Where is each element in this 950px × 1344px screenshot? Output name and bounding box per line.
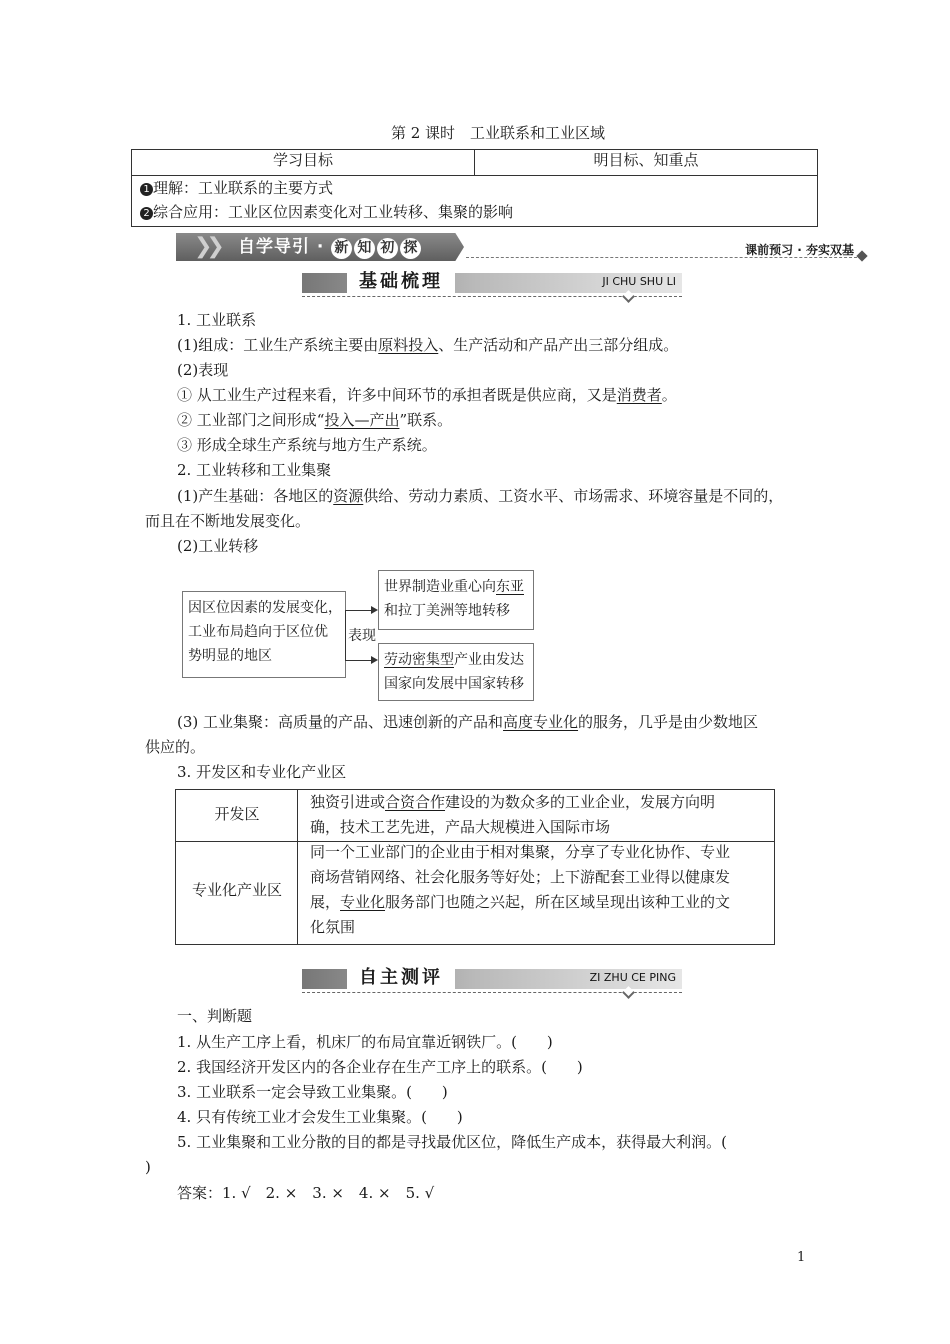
zone-name: 专业化产业区 [191,881,282,899]
diagram-arrow [345,610,373,611]
banner-circle-char: 探 [400,238,421,259]
diagram-effect-box-1 [378,570,534,630]
underlined-term: 原料投入 [378,336,439,354]
banner-title-main: 自学导引 [238,237,310,257]
page-title: 第 2 课时 工业联系和工业区域 [390,124,606,142]
paragraph-basis-cont: 而且在不断地发展变化。 [145,512,311,530]
heading-industrial-linkage: 1. 工业联系 [177,311,257,329]
diamond-icon [856,250,867,261]
diagram-text: 世界制造业重心向 [384,579,496,595]
quiz-question: 2. 我国经济开发区内的各企业存在生产工序上的联系。( ) [177,1058,583,1076]
section-header-basics [302,271,682,301]
quiz-question-cont: ) [145,1158,151,1176]
banner-subtitle: 课前预习 · 夯实双基 [745,243,854,257]
arrow-right-icon [371,656,378,664]
table-cell [176,790,298,841]
underlined-term: 专业化 [340,893,386,911]
objectives-col-key-points: 明目标、知重点 [593,151,699,169]
number-badge: 2 [140,207,153,220]
heading-transfer-agglomeration: 2. 工业转移和工业集聚 [177,461,332,479]
paragraph-agglomeration: (3) 工业集聚：高质量的产品、迅速创新的产品和高度专业化的服务，几乎是由少数地区 [177,713,759,731]
zones-table [175,789,775,945]
section-banner [176,233,866,263]
underlined-term: 劳动密集型 [384,652,454,668]
diagram-text: 和拉丁美洲等地转移 [384,603,510,619]
page-number: 1 [797,1250,806,1265]
table-row [176,842,774,944]
underlined-term: 资源 [333,487,364,505]
paragraph-basis: (1)产生基础：各地区的资源供给、劳动力素质、工资水平、市场需求、环境容量是不同的， [177,487,784,505]
objective-text: 理解：工业联系的主要方式 [153,179,334,197]
banner-circle-char: 初 [377,238,398,259]
arrow-right-icon [371,606,378,614]
objective-item [140,202,513,222]
paragraph-composition: (1)组成：工业生产系统主要由原料投入、生产活动和产品产出三部分组成。 [177,336,679,354]
zone-description: 同一个工业部门的企业由于相对集聚，分享了专业化协作、专业 商场营销网络、社会化服务等好处；上下游配套工业得以健康发 展，专业化服务部门也随之兴起，所在区域呈现出该种工业的文 化氛围 [310,843,731,936]
diagram-text: 因区位因素的发展变化， [188,600,342,616]
zone-name: 开发区 [214,805,260,823]
underlined-term: 东亚 [496,579,524,595]
objective-text: 综合应用：工业区位因素变化对工业转移、集聚的影响 [153,203,514,221]
underlined-term: 投入—产出 [324,411,400,429]
diagram-text: 工业布局趋向于区位优 [188,624,328,640]
diagram-text: 势明显的地区 [188,648,272,664]
section-header-pinyin: ZI ZHU CE PING [589,971,676,984]
objectives-table [131,149,818,227]
diagram-text: 国家向发展中国家转移 [384,676,524,692]
banner-title [238,236,423,259]
quiz-answer: 答案：1. √ 2. × 3. × 4. × 5. √ [177,1184,435,1202]
diagram-text: 产业由发达 [454,652,524,668]
quiz-question: 1. 从生产工序上看，机床厂的布局宜靠近钢铁厂。( ) [177,1033,553,1051]
section-header-self-test [302,967,682,997]
double-chevron-icon: ❯❯ [194,234,219,259]
section-header-pinyin: JI CHU SHU LI [602,275,676,288]
diagram-connector [345,610,346,660]
diagram-arrow [345,660,373,661]
quiz-question: 5. 工业集聚和工业分散的目的都是寻找最优区位，降低生产成本，获得最大利润。( [177,1133,727,1151]
banner-circle-char: 知 [354,238,375,259]
underlined-term: 消费者 [616,386,662,404]
paragraph-manifestation: (2)表现 [177,361,229,379]
objective-item [140,178,333,198]
banner-circle-char: 新 [331,238,352,259]
quiz-question: 4. 只有传统工业才会发生工业集聚。( ) [177,1108,463,1126]
paragraph-point-1: ① 从工业生产过程来看，许多中间环节的承担者既是供应商，又是消费者。 [177,386,677,404]
section-header-label: 基础梳理 [347,269,455,295]
underlined-term: 合资合作 [385,793,446,811]
section-header-label: 自主测评 [347,965,455,991]
underlined-term: 高度专业化 [503,713,579,731]
quiz-heading: 一、判断题 [177,1007,253,1025]
table-cell [176,842,298,944]
quiz-question: 3. 工业联系一定会导致工业集聚。( ) [177,1083,448,1101]
number-badge: 1 [140,183,153,196]
paragraph-agglomeration-cont: 供应的。 [145,738,206,756]
diagram-effect-box-2 [378,643,534,701]
table-row [176,790,774,842]
diagram-label-manifest: 表现 [348,628,376,644]
zone-description: 独资引进或合资合作建设的为数众多的工业企业，发展方向明 确，技术工艺先进，产品大规模进入国际市场 [310,793,716,836]
objectives-header-row [132,150,817,176]
heading-zones: 3. 开发区和专业化产业区 [177,763,347,781]
paragraph-point-3: ③ 形成全球生产系统与地方生产系统。 [177,436,437,454]
paragraph-transfer: (2)工业转移 [177,537,259,555]
banner-dot: · [316,237,325,257]
objectives-col-learning-goals: 学习目标 [132,150,475,175]
paragraph-point-2: ② 工业部门之间形成“投入—产出”联系。 [177,411,453,429]
diagram-cause-box [182,591,346,678]
